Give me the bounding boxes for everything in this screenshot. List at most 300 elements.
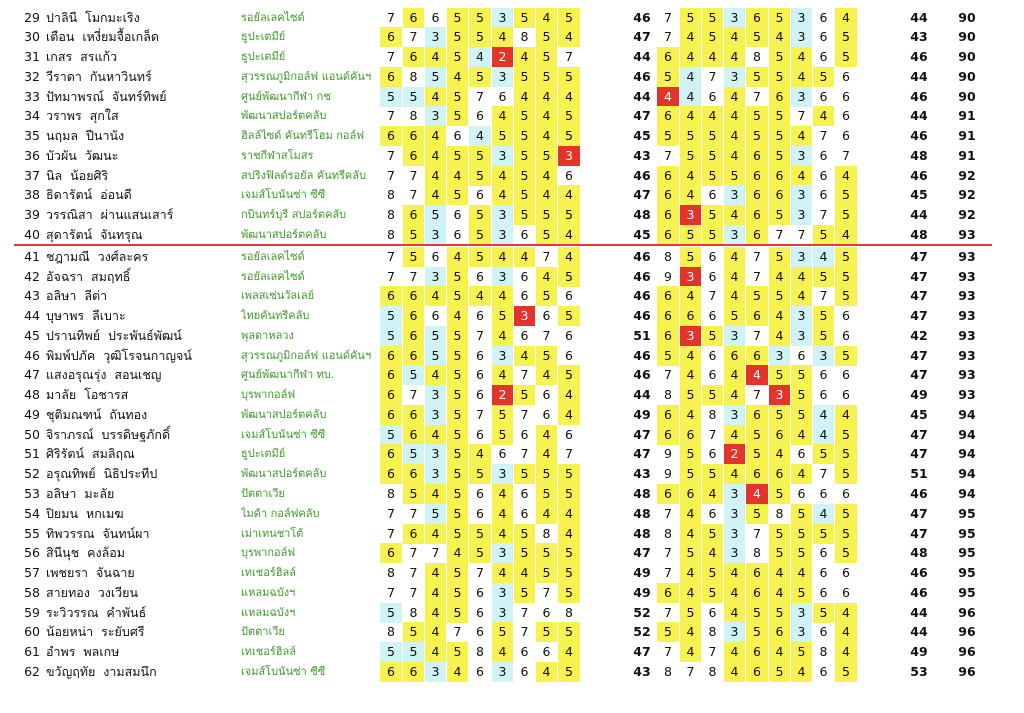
table-row <box>0 346 1024 366</box>
back-nine-hole-score: 7 <box>819 288 828 304</box>
front-nine-hole-score: 4 <box>447 166 468 186</box>
back-nine-total: 46 <box>910 128 928 144</box>
gross-total: 93 <box>958 226 976 242</box>
gross-total: 93 <box>958 288 976 304</box>
back-nine-hole-score: 6 <box>708 347 717 363</box>
front-nine-hole-score: 8 <box>565 604 573 620</box>
front-nine-hole-score: 5 <box>447 146 468 166</box>
front-nine-hole-score: 5 <box>469 524 491 544</box>
back-nine-hole-score: 4 <box>835 225 857 245</box>
front-nine-total: 47 <box>633 446 651 462</box>
front-nine-hole-score: 5 <box>514 185 535 205</box>
front-nine-hole-score: 5 <box>447 185 468 205</box>
front-nine-hole-score: 5 <box>469 225 491 245</box>
back-nine-hole-score: 5 <box>835 47 857 67</box>
front-nine-hole-score: 6 <box>403 286 424 306</box>
back-nine-hole-score: 4 <box>791 563 812 583</box>
rank-number: 42 <box>24 268 40 284</box>
front-nine-hole-score: 5 <box>447 642 468 662</box>
front-nine-hole-score: 7 <box>542 327 551 343</box>
front-nine-hole-score: 6 <box>380 662 402 682</box>
back-nine-hole-score: 4 <box>813 106 834 126</box>
back-nine-hole-score: 9 <box>664 466 672 482</box>
back-nine-hole-score: 7 <box>664 644 672 660</box>
back-nine-hole-score: 7 <box>753 525 761 541</box>
front-nine-hole-score: 5 <box>425 326 446 346</box>
gross-total: 95 <box>958 525 976 541</box>
club-name: พัฒนาสปอร์ตคลับ <box>241 109 327 123</box>
front-nine-hole-score: 6 <box>380 67 402 87</box>
back-nine-hole-score: 8 <box>775 505 784 521</box>
front-nine-hole-score: 4 <box>514 87 535 107</box>
front-nine-hole-score: 7 <box>387 147 395 163</box>
back-nine-hole-score: 6 <box>708 446 717 462</box>
front-nine-hole-score: 6 <box>380 444 402 464</box>
player-name: น้อยหน่า ระยับศรี <box>46 624 145 640</box>
front-nine-hole-score: 3 <box>492 464 513 484</box>
player-name: เกสร สรแก้ว <box>46 49 118 65</box>
front-nine-hole-score: 7 <box>409 29 418 45</box>
front-nine-hole-score: 3 <box>425 27 446 47</box>
front-nine-hole-score: 7 <box>387 505 395 521</box>
front-nine-hole-score: 7 <box>409 545 418 561</box>
back-nine-hole-score: 5 <box>835 267 857 287</box>
front-nine-hole-score: 8 <box>387 565 395 581</box>
back-nine-hole-score: 4 <box>680 185 701 205</box>
club-name: พัฒนาสปอร์ตคลับ <box>241 467 327 481</box>
back-nine-total: 48 <box>910 226 928 242</box>
player-name: ชฎามณี วงศ์ละคร <box>46 248 149 264</box>
back-nine-hole-score: 5 <box>657 126 679 146</box>
back-nine-hole-score: 4 <box>724 603 745 623</box>
back-nine-hole-score: 5 <box>769 47 790 67</box>
front-nine-hole-score: 3 <box>425 662 446 682</box>
back-nine-hole-score: 6 <box>657 185 679 205</box>
back-nine-hole-score: 6 <box>657 425 679 445</box>
back-nine-hole-score: 6 <box>657 106 679 126</box>
rank-number: 52 <box>24 466 40 482</box>
front-nine-hole-score: 7 <box>409 187 418 203</box>
back-nine-hole-score: 7 <box>819 128 828 144</box>
front-nine-hole-score: 5 <box>447 87 468 107</box>
front-nine-hole-score: 5 <box>447 106 468 126</box>
player-name: เตือน เหงี่ยมจื้อเกล็ด <box>46 29 160 45</box>
front-nine-hole-score: 7 <box>387 525 395 541</box>
back-nine-hole-score: 5 <box>680 464 701 484</box>
club-name: สุวรรณภูมิกอล์ฟ แอนด์คันฯ <box>241 69 372 83</box>
table-row <box>0 385 1024 405</box>
back-nine-hole-score: 4 <box>680 405 701 425</box>
front-nine-hole-score: 3 <box>514 306 535 326</box>
front-nine-hole-score: 5 <box>447 504 468 524</box>
club-name: ธูปะเตมีย์ <box>241 30 286 44</box>
front-nine-hole-score: 4 <box>536 106 557 126</box>
front-nine-hole-score: 6 <box>565 288 573 304</box>
back-nine-hole-score: 5 <box>702 385 723 405</box>
front-nine-hole-score: 6 <box>380 543 402 563</box>
back-nine-hole-score: 6 <box>680 306 701 326</box>
front-nine-hole-score: 7 <box>431 545 440 561</box>
front-nine-hole-score: 4 <box>447 306 468 326</box>
back-nine-hole-score: 5 <box>657 346 679 366</box>
front-nine-hole-score: 4 <box>425 185 446 205</box>
front-nine-hole-score: 3 <box>492 603 513 623</box>
back-nine-total: 49 <box>910 644 928 660</box>
back-nine-hole-score: 5 <box>835 524 857 544</box>
front-nine-hole-score: 6 <box>431 248 440 264</box>
front-nine-hole-score: 5 <box>403 642 424 662</box>
front-nine-total: 46 <box>633 308 651 324</box>
front-nine-hole-score: 5 <box>536 346 557 366</box>
front-nine-hole-score: 5 <box>558 622 580 642</box>
back-nine-hole-score: 4 <box>769 563 790 583</box>
front-nine-hole-score: 7 <box>409 505 418 521</box>
front-nine-hole-score: 6 <box>476 387 484 403</box>
front-nine-total: 48 <box>633 207 651 223</box>
back-nine-hole-score: 7 <box>753 327 761 343</box>
table-row <box>0 622 1024 642</box>
front-nine-hole-score: 4 <box>425 146 446 166</box>
front-nine-total: 46 <box>633 9 651 25</box>
back-nine-hole-score: 6 <box>819 167 828 183</box>
back-nine-hole-score: 7 <box>708 288 717 304</box>
back-nine-hole-score: 5 <box>680 247 701 267</box>
back-nine-hole-score: 3 <box>680 326 701 346</box>
player-name: อลิษา มะลัย <box>46 485 115 501</box>
table-row <box>0 326 1024 346</box>
back-nine-hole-score: 5 <box>702 225 723 245</box>
back-nine-hole-score: 4 <box>724 106 745 126</box>
back-nine-total: 43 <box>910 29 928 45</box>
back-nine-hole-score: 4 <box>791 67 812 87</box>
front-nine-hole-score: 4 <box>492 106 513 126</box>
back-nine-hole-score: 4 <box>769 583 790 603</box>
back-nine-hole-score: 5 <box>813 225 834 245</box>
back-nine-hole-score: 5 <box>791 524 812 544</box>
back-nine-hole-score: 4 <box>724 205 745 225</box>
back-nine-hole-score: 4 <box>680 47 701 67</box>
back-nine-hole-score: 5 <box>769 106 790 126</box>
front-nine-total: 48 <box>633 505 651 521</box>
front-nine-hole-score: 5 <box>469 247 491 267</box>
club-name: ธูปะเตมีย์ <box>241 50 286 64</box>
back-nine-total: 48 <box>910 147 928 163</box>
table-row <box>0 8 1024 28</box>
back-nine-total: 44 <box>910 108 928 124</box>
front-nine-hole-score: 5 <box>425 205 446 225</box>
back-nine-hole-score: 3 <box>724 8 745 28</box>
back-nine-hole-score: 6 <box>708 604 717 620</box>
back-nine-hole-score: 3 <box>791 306 812 326</box>
front-nine-hole-score: 5 <box>447 524 468 544</box>
front-nine-hole-score: 4 <box>536 425 557 445</box>
front-nine-total: 47 <box>633 644 651 660</box>
gross-total: 90 <box>958 68 976 84</box>
gross-total: 93 <box>958 248 976 264</box>
front-nine-hole-score: 3 <box>492 225 513 245</box>
front-nine-hole-score: 6 <box>403 146 424 166</box>
club-name: เจมส์โบนันซ่า ซีซี <box>241 427 326 441</box>
rank-number: 51 <box>24 446 40 462</box>
back-nine-hole-score: 4 <box>680 365 701 385</box>
player-name: อำพร พลเกษ <box>46 644 120 660</box>
front-nine-hole-score: 6 <box>380 27 402 47</box>
gross-total: 94 <box>958 426 976 442</box>
player-name: ปรานทิพย์ ประพันธ์พัฒน์ <box>46 327 182 343</box>
table-row <box>0 47 1024 67</box>
player-name: วราพร สุกใส <box>46 108 119 124</box>
front-nine-hole-score: 6 <box>542 406 551 422</box>
front-nine-hole-score: 6 <box>403 126 424 146</box>
table-row <box>0 484 1024 504</box>
front-nine-hole-score: 7 <box>520 604 529 620</box>
back-nine-hole-score: 5 <box>835 543 857 563</box>
back-nine-hole-score: 6 <box>819 545 828 561</box>
front-nine-hole-score: 5 <box>514 583 535 603</box>
front-nine-hole-score: 6 <box>476 624 484 640</box>
back-nine-hole-score: 4 <box>724 47 745 67</box>
front-nine-hole-score: 5 <box>558 205 580 225</box>
front-nine-hole-score: 5 <box>447 47 468 67</box>
back-nine-hole-score: 5 <box>657 67 679 87</box>
gross-total: 96 <box>958 644 976 660</box>
back-nine-hole-score: 3 <box>724 484 745 504</box>
front-nine-hole-score: 4 <box>425 524 446 544</box>
front-nine-hole-score: 8 <box>387 187 395 203</box>
back-nine-hole-score: 3 <box>791 27 812 47</box>
back-nine-hole-score: 7 <box>753 387 761 403</box>
player-name: นิล น้อยศิริ <box>46 167 109 183</box>
front-nine-total: 44 <box>633 387 651 403</box>
front-nine-hole-score: 7 <box>476 88 484 104</box>
back-nine-hole-score: 7 <box>664 565 672 581</box>
front-nine-hole-score: 5 <box>447 484 468 504</box>
front-nine-hole-score: 5 <box>492 425 513 445</box>
club-name: เม่าเทนชาโต้ <box>241 526 304 540</box>
back-nine-hole-score: 5 <box>813 267 834 287</box>
back-nine-hole-score: 6 <box>657 205 679 225</box>
front-nine-hole-score: 5 <box>447 563 468 583</box>
front-nine-hole-score: 5 <box>492 306 513 326</box>
front-nine-hole-score: 4 <box>536 504 557 524</box>
back-nine-hole-score: 6 <box>657 306 679 326</box>
front-nine-hole-score: 6 <box>476 347 484 363</box>
front-nine-hole-score: 5 <box>380 603 402 623</box>
front-nine-hole-score: 4 <box>425 583 446 603</box>
rank-number: 46 <box>24 347 40 363</box>
back-nine-hole-score: 7 <box>664 604 672 620</box>
gross-total: 91 <box>958 128 976 144</box>
back-nine-hole-score: 5 <box>835 425 857 445</box>
front-nine-hole-score: 6 <box>476 308 484 324</box>
gross-total: 93 <box>958 367 976 383</box>
back-nine-hole-score: 4 <box>791 166 812 186</box>
gross-total: 94 <box>958 485 976 501</box>
front-nine-hole-score: 4 <box>425 47 446 67</box>
front-nine-hole-score: 6 <box>403 405 424 425</box>
back-nine-hole-score: 4 <box>724 365 745 385</box>
back-nine-hole-score: 6 <box>708 88 717 104</box>
gross-total: 95 <box>958 584 976 600</box>
front-nine-hole-score: 5 <box>536 286 557 306</box>
front-nine-hole-score: 8 <box>542 525 551 541</box>
player-name: อัจฉรา สมฤทธิ์ <box>46 268 131 284</box>
back-nine-total: 47 <box>910 525 928 541</box>
rank-number: 58 <box>24 584 40 600</box>
back-nine-hole-score: 4 <box>680 642 701 662</box>
front-nine-hole-score: 4 <box>558 27 580 47</box>
front-nine-hole-score: 8 <box>409 604 418 620</box>
front-nine-hole-score: 7 <box>542 584 551 600</box>
back-nine-hole-score: 3 <box>680 267 701 287</box>
club-name: กบินทร์บุรี สปอร์ตคลับ <box>241 208 347 222</box>
back-nine-hole-score: 4 <box>724 464 745 484</box>
back-nine-hole-score: 6 <box>769 87 790 107</box>
club-name: สุวรรณภูมิกอล์ฟ แอนด์คันฯ <box>241 348 372 362</box>
back-nine-hole-score: 3 <box>724 543 745 563</box>
back-nine-hole-score: 3 <box>791 185 812 205</box>
front-nine-hole-score: 6 <box>380 385 402 405</box>
front-nine-hole-score: 5 <box>536 205 557 225</box>
rank-number: 59 <box>24 604 40 620</box>
gross-total: 95 <box>958 545 976 561</box>
back-nine-hole-score: 5 <box>746 444 768 464</box>
front-nine-hole-score: 4 <box>492 642 513 662</box>
front-nine-hole-score: 4 <box>536 185 557 205</box>
back-nine-hole-score: 6 <box>746 662 768 682</box>
back-nine-hole-score: 4 <box>769 306 790 326</box>
back-nine-hole-score: 5 <box>813 603 834 623</box>
back-nine-hole-score: 4 <box>680 166 701 186</box>
front-nine-hole-score: 6 <box>476 108 484 124</box>
front-nine-hole-score: 3 <box>492 346 513 366</box>
front-nine-hole-score: 6 <box>431 9 440 25</box>
rank-number: 36 <box>24 147 40 163</box>
front-nine-hole-score: 5 <box>492 622 513 642</box>
back-nine-hole-score: 6 <box>680 425 701 445</box>
table-row <box>0 642 1024 662</box>
back-nine-hole-score: 5 <box>835 504 857 524</box>
front-nine-total: 46 <box>633 268 651 284</box>
front-nine-hole-score: 4 <box>492 27 513 47</box>
front-nine-hole-score: 6 <box>520 268 529 284</box>
cut-line <box>14 244 992 246</box>
back-nine-hole-score: 4 <box>769 27 790 47</box>
front-nine-hole-score: 6 <box>476 663 484 679</box>
front-nine-hole-score: 4 <box>514 563 535 583</box>
back-nine-total: 44 <box>910 624 928 640</box>
front-nine-hole-score: 6 <box>380 286 402 306</box>
back-nine-hole-score: 6 <box>746 146 768 166</box>
front-nine-hole-score: 5 <box>536 146 557 166</box>
back-nine-hole-score: 4 <box>680 504 701 524</box>
gross-total: 92 <box>958 187 976 203</box>
front-nine-hole-score: 5 <box>425 346 446 366</box>
back-nine-hole-score: 8 <box>664 387 672 403</box>
back-nine-hole-score: 3 <box>724 622 745 642</box>
back-nine-hole-score: 6 <box>842 68 850 84</box>
front-nine-hole-score: 6 <box>542 387 551 403</box>
back-nine-hole-score: 4 <box>724 87 745 107</box>
back-nine-total: 44 <box>910 9 928 25</box>
front-nine-hole-score: 6 <box>542 308 551 324</box>
back-nine-hole-score: 5 <box>835 205 857 225</box>
back-nine-hole-score: 5 <box>835 247 857 267</box>
front-nine-total: 48 <box>633 525 651 541</box>
rank-number: 47 <box>24 367 40 383</box>
back-nine-hole-score: 8 <box>753 545 761 561</box>
back-nine-total: 46 <box>910 565 928 581</box>
back-nine-hole-score: 6 <box>819 663 828 679</box>
back-nine-hole-score: 3 <box>791 8 812 28</box>
table-row <box>0 225 1024 245</box>
club-name: ปัตตาเวีย <box>241 625 285 639</box>
back-nine-hole-score: 7 <box>708 68 717 84</box>
front-nine-hole-score: 7 <box>387 584 395 600</box>
back-nine-hole-score: 6 <box>842 565 850 581</box>
front-nine-hole-score: 5 <box>469 205 491 225</box>
rank-number: 37 <box>24 167 40 183</box>
back-nine-hole-score: 5 <box>769 205 790 225</box>
back-nine-hole-score: 4 <box>724 286 745 306</box>
front-nine-hole-score: 8 <box>387 207 395 223</box>
back-nine-hole-score: 6 <box>819 187 828 203</box>
back-nine-hole-score: 7 <box>686 663 695 679</box>
front-nine-hole-score: 5 <box>514 8 535 28</box>
front-nine-hole-score: 6 <box>403 662 424 682</box>
front-nine-hole-score: 7 <box>520 624 529 640</box>
front-nine-hole-score: 4 <box>536 126 557 146</box>
back-nine-hole-score: 4 <box>724 385 745 405</box>
rank-number: 54 <box>24 505 40 521</box>
gross-total: 92 <box>958 167 976 183</box>
back-nine-hole-score: 6 <box>819 29 828 45</box>
back-nine-hole-score: 7 <box>753 248 761 264</box>
club-name: ปัตตาเวีย <box>241 486 285 500</box>
front-nine-hole-score: 6 <box>403 425 424 445</box>
player-name: ชุติมณฑน์ ถันทอง <box>46 406 148 422</box>
back-nine-total: 47 <box>910 446 928 462</box>
back-nine-total: 46 <box>910 485 928 501</box>
back-nine-hole-score: 5 <box>791 543 812 563</box>
back-nine-hole-score: 4 <box>680 583 701 603</box>
front-nine-total: 49 <box>633 584 651 600</box>
club-name: เพลสเซ่นวัลเลย์ <box>241 289 315 303</box>
front-nine-hole-score: 6 <box>498 446 507 462</box>
front-nine-hole-score: 3 <box>492 267 513 287</box>
back-nine-hole-score: 7 <box>664 545 672 561</box>
front-nine-hole-score: 5 <box>514 524 535 544</box>
back-nine-hole-score: 5 <box>791 583 812 603</box>
front-nine-hole-score: 8 <box>520 29 529 45</box>
back-nine-hole-score: 4 <box>746 484 768 504</box>
front-nine-hole-score: 4 <box>492 166 513 186</box>
front-nine-hole-score: 5 <box>558 267 580 287</box>
back-nine-hole-score: 8 <box>664 525 672 541</box>
front-nine-hole-score: 6 <box>431 308 440 324</box>
front-nine-hole-score: 5 <box>514 146 535 166</box>
back-nine-hole-score: 6 <box>842 367 850 383</box>
front-nine-hole-score: 4 <box>536 365 557 385</box>
front-nine-hole-score: 8 <box>409 108 418 124</box>
club-name: รอยัลเลคไซด์ <box>241 249 305 263</box>
front-nine-hole-score: 5 <box>558 8 580 28</box>
gross-total: 92 <box>958 207 976 223</box>
back-nine-hole-score: 7 <box>708 644 717 660</box>
back-nine-hole-score: 4 <box>791 47 812 67</box>
front-nine-hole-score: 4 <box>425 166 446 186</box>
table-row <box>0 543 1024 563</box>
